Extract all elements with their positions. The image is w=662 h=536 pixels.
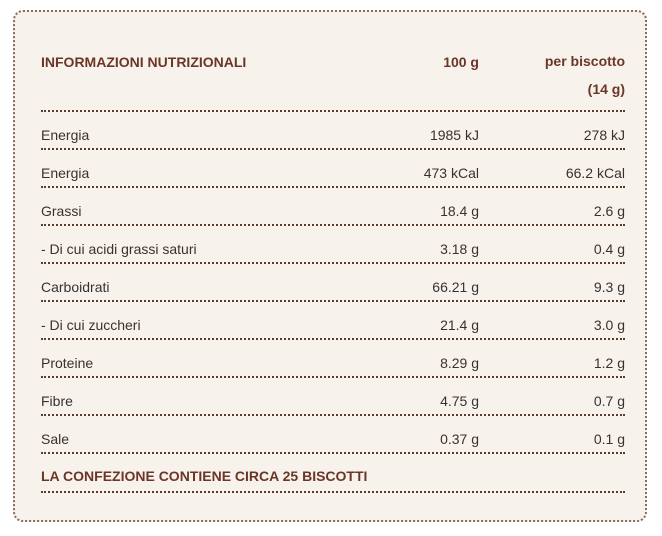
header-per-100g: 100 g <box>443 54 479 70</box>
value-per-100g: 473 kCal <box>423 165 479 181</box>
value-per-biscuit: 66.2 kCal <box>565 165 625 181</box>
value-per-100g: 8.29 g <box>440 355 479 371</box>
nutrient-label: - Di cui zuccheri <box>41 317 141 333</box>
table-row <box>41 302 625 340</box>
table-row <box>41 378 625 416</box>
table-row <box>41 340 625 378</box>
nutrient-label: Fibre <box>41 393 73 409</box>
nutrient-label: Grassi <box>41 203 82 219</box>
value-per-biscuit: 9.3 g <box>593 279 625 295</box>
table-header <box>41 48 625 112</box>
header-per-biscuit-weight: (14 g) <box>587 81 625 97</box>
nutrition-panel <box>13 10 647 522</box>
value-per-100g: 0.37 g <box>440 431 479 447</box>
value-per-100g: 1985 kJ <box>429 127 479 143</box>
value-per-100g: 3.18 g <box>440 241 479 257</box>
nutrient-label: Energia <box>41 127 90 143</box>
table-row <box>41 150 625 188</box>
value-per-biscuit: 1.2 g <box>593 355 625 371</box>
value-per-biscuit: 3.0 g <box>593 317 625 333</box>
header-per-biscuit <box>545 47 625 103</box>
nutrition-table <box>41 48 625 493</box>
value-per-biscuit: 278 kJ <box>583 127 625 143</box>
package-count-note: LA CONFEZIONE CONTIENE CIRCA 25 BISCOTTI <box>41 468 368 484</box>
table-row <box>41 188 625 226</box>
table-row <box>41 226 625 264</box>
nutrient-label: Proteine <box>41 355 94 371</box>
value-per-100g: 4.75 g <box>440 393 479 409</box>
value-per-biscuit: 0.7 g <box>593 393 625 409</box>
value-per-biscuit: 0.4 g <box>593 241 625 257</box>
table-row <box>41 112 625 150</box>
value-per-100g: 18.4 g <box>440 203 479 219</box>
table-row <box>41 416 625 454</box>
nutrient-label: - Di cui acidi grassi saturi <box>41 241 197 257</box>
value-per-100g: 21.4 g <box>440 317 479 333</box>
header-title: INFORMAZIONI NUTRIZIONALI <box>41 54 247 70</box>
nutrient-label: Energia <box>41 165 90 181</box>
nutrient-label: Sale <box>41 431 70 447</box>
nutrient-label: Carboidrati <box>41 279 110 295</box>
header-per-biscuit-label: per biscotto <box>544 53 625 69</box>
table-footer <box>41 454 625 493</box>
value-per-biscuit: 2.6 g <box>593 203 625 219</box>
value-per-100g: 66.21 g <box>432 279 479 295</box>
value-per-biscuit: 0.1 g <box>593 431 625 447</box>
table-row <box>41 264 625 302</box>
